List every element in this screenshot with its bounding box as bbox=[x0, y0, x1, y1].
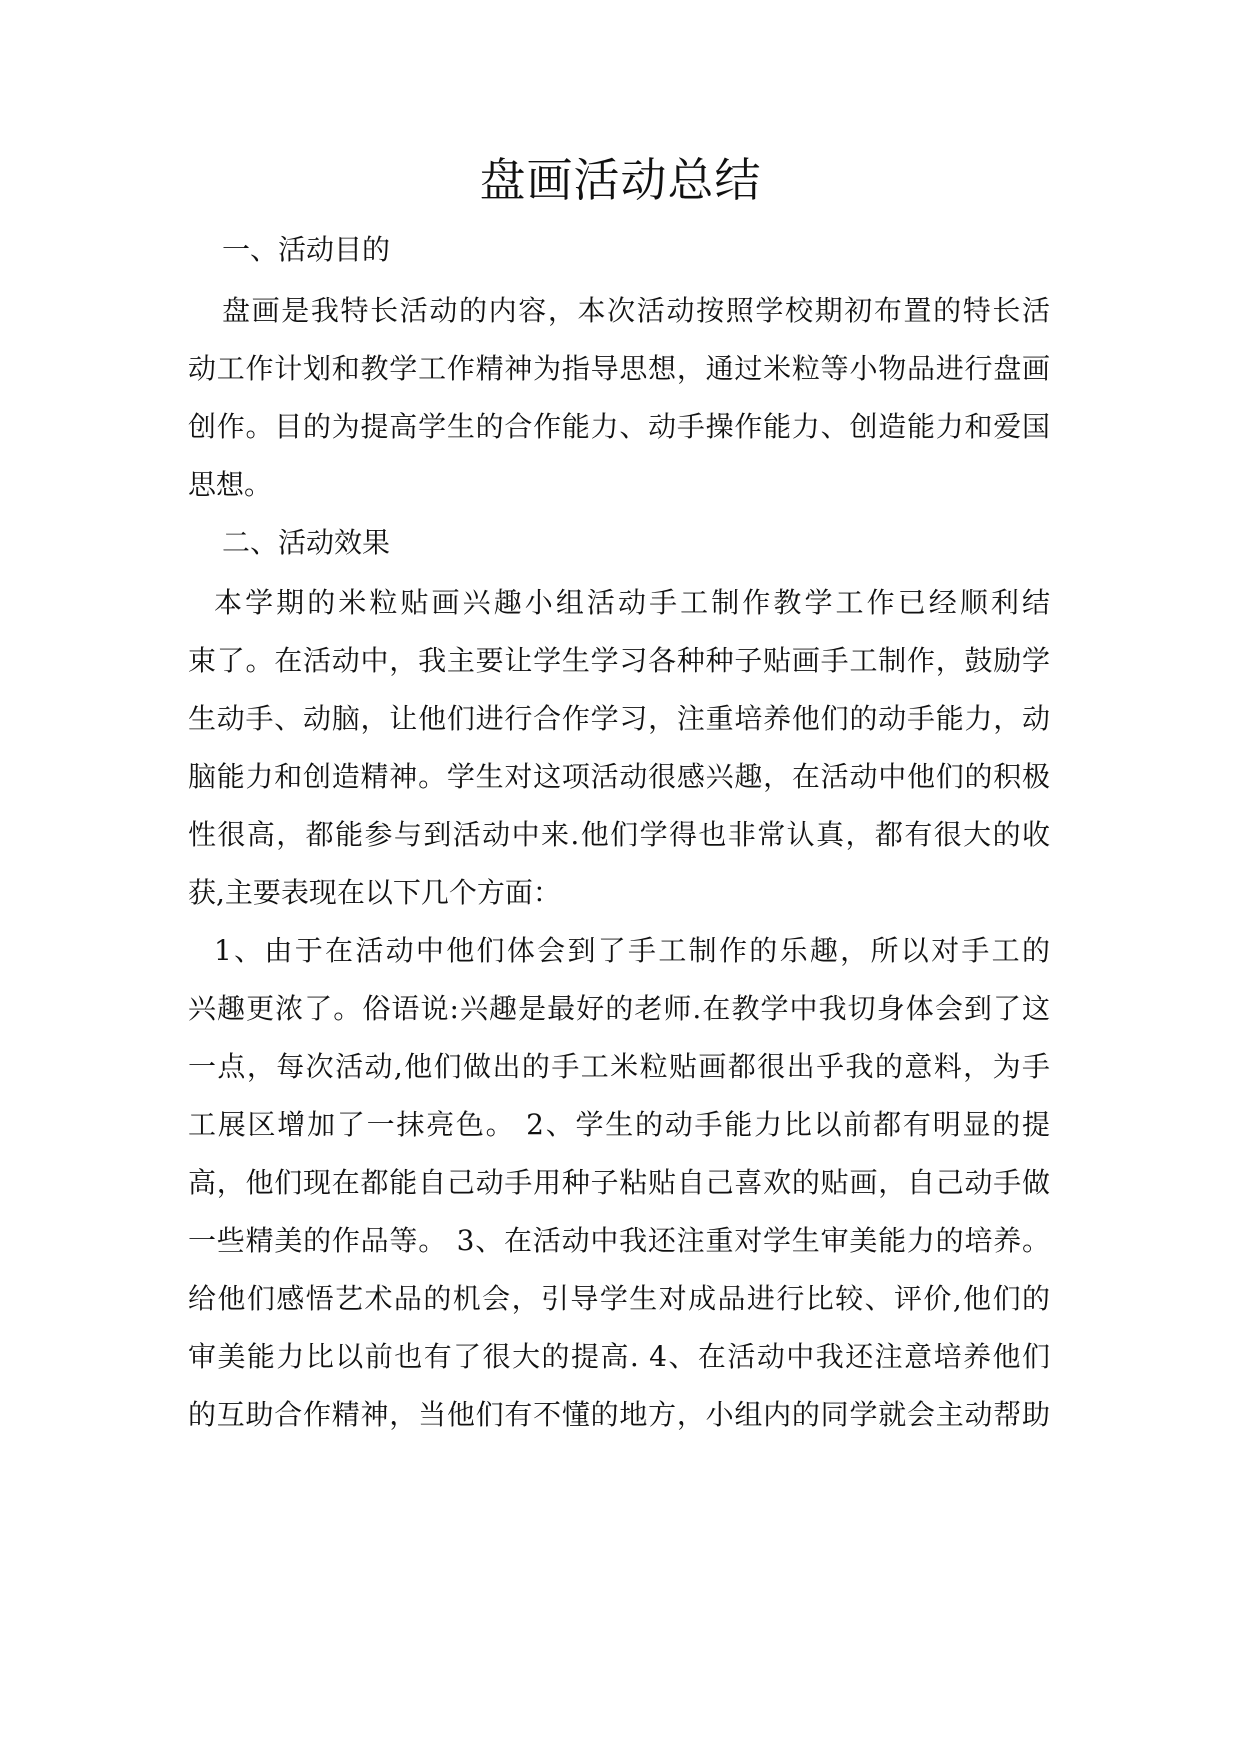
paragraph-line: 本学期的米粒贴画兴趣小组活动手工制作教学工作已经顺利结 bbox=[214, 586, 1050, 619]
paragraph-line: 的互助合作精神，当他们有不懂的地方，小组内的同学就会主动帮助 bbox=[188, 1398, 1050, 1431]
paragraph-line: 思想。 bbox=[188, 468, 273, 501]
paragraph-line: 束了。在活动中，我主要让学生学习各种种子贴画手工制作，鼓励学 bbox=[188, 644, 1050, 677]
paragraph-line: 获,主要表现在以下几个方面： bbox=[188, 876, 561, 909]
paragraph-line: 盘画是我特长活动的内容，本次活动按照学校期初布置的特长活 bbox=[222, 294, 1050, 327]
section-heading-results: 二、活动效果 bbox=[222, 526, 391, 559]
paragraph-line: 工展区增加了一抹亮色。 2、学生的动手能力比以前都有明显的提 bbox=[188, 1108, 1050, 1141]
paragraph-line: 兴趣更浓了。俗语说:兴趣是最好的老师.在教学中我切身体会到了这 bbox=[188, 992, 1050, 1025]
paragraph-line: 一些精美的作品等。 3、在活动中我还注重对学生审美能力的培养。 bbox=[188, 1224, 1050, 1257]
paragraph-line: 一点，每次活动,他们做出的手工米粒贴画都很出乎我的意料，为手 bbox=[188, 1050, 1050, 1083]
paragraph-line: 脑能力和创造精神。学生对这项活动很感兴趣，在活动中他们的积极 bbox=[188, 760, 1050, 793]
paragraph-line: 1、由于在活动中他们体会到了手工制作的乐趣，所以对手工的 bbox=[214, 934, 1050, 967]
paragraph-line: 动工作计划和教学工作精神为指导思想，通过米粒等小物品进行盘画 bbox=[188, 352, 1050, 385]
paragraph-line: 审美能力比以前也有了很大的提高. 4、在活动中我还注意培养他们 bbox=[188, 1340, 1050, 1373]
paragraph-line: 生动手、动脑，让他们进行合作学习，注重培养他们的动手能力，动 bbox=[188, 702, 1050, 735]
document-title: 盘画活动总结 bbox=[479, 153, 762, 207]
paragraph-line: 性很高，都能参与到活动中来.他们学得也非常认真，都有很大的收 bbox=[188, 818, 1050, 851]
paragraph-line: 创作。目的为提高学生的合作能力、动手操作能力、创造能力和爱国 bbox=[188, 410, 1050, 443]
section-heading-purpose: 一、活动目的 bbox=[222, 233, 391, 266]
paragraph-line: 高，他们现在都能自己动手用种子粘贴自己喜欢的贴画，自己动手做 bbox=[188, 1166, 1050, 1199]
paragraph-line: 给他们感悟艺术品的机会，引导学生对成品进行比较、评价,他们的 bbox=[188, 1282, 1050, 1315]
